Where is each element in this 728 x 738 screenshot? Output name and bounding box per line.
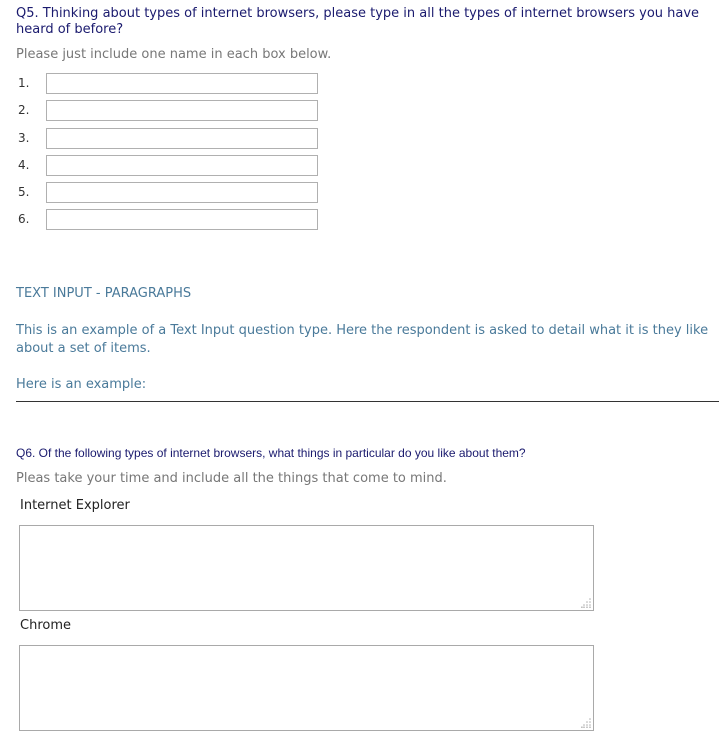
q5-answer-input-1[interactable] — [46, 73, 318, 94]
chrome-textarea-container — [19, 645, 594, 731]
q5-answer-row-4 — [18, 155, 318, 182]
section-divider — [16, 401, 719, 402]
q5-answer-number: 1. — [18, 76, 30, 90]
resize-grip-icon[interactable] — [581, 598, 591, 608]
q5-question-title: Q5. Thinking about types of internet browsers, please type in all the types of internet browsers you have heard of before? — [16, 6, 700, 37]
q5-instruction: Please just include one name in each box below. — [16, 47, 332, 62]
chrome-textarea[interactable] — [19, 645, 594, 731]
internet-explorer-textarea-container — [19, 525, 594, 611]
q5-answer-row-1 — [18, 73, 318, 100]
q5-answer-row-2 — [18, 100, 318, 127]
q5-answer-row-3 — [18, 128, 318, 155]
chrome-label: Chrome — [20, 618, 71, 633]
q5-answer-list — [18, 73, 318, 237]
example-label: Here is an example: — [16, 377, 147, 392]
q5-answer-input-3[interactable] — [46, 128, 318, 149]
section-description: This is an example of a Text Input question type. Here the respondent is asked to detail what it is they like about a set of items. — [16, 323, 709, 356]
q5-answer-number: 2. — [18, 103, 30, 118]
q5-answer-row-5 — [18, 182, 318, 209]
q5-answer-input-2[interactable] — [46, 100, 318, 121]
internet-explorer-textarea[interactable] — [19, 525, 594, 611]
q5-answer-input-6[interactable] — [46, 209, 318, 230]
q5-answer-number: 3. — [18, 130, 30, 145]
internet-explorer-label: Internet Explorer — [20, 498, 130, 513]
q5-answer-row-6 — [18, 209, 318, 236]
q5-answer-input-4[interactable] — [46, 155, 318, 176]
resize-grip-icon[interactable] — [581, 718, 591, 728]
q5-answer-number: 5. — [18, 185, 30, 200]
q5-answer-number: 6. — [18, 212, 30, 227]
q5-answer-number: 4. — [18, 157, 30, 172]
q6-instruction: Pleas take your time and include all the things that come to mind. — [16, 471, 447, 486]
section-heading: TEXT INPUT - PARAGRAPHS — [16, 286, 192, 301]
q6-question-title: Q6. Of the following types of internet browsers, what things in particular do you like about them? — [16, 446, 526, 460]
q5-answer-input-5[interactable] — [46, 182, 318, 203]
